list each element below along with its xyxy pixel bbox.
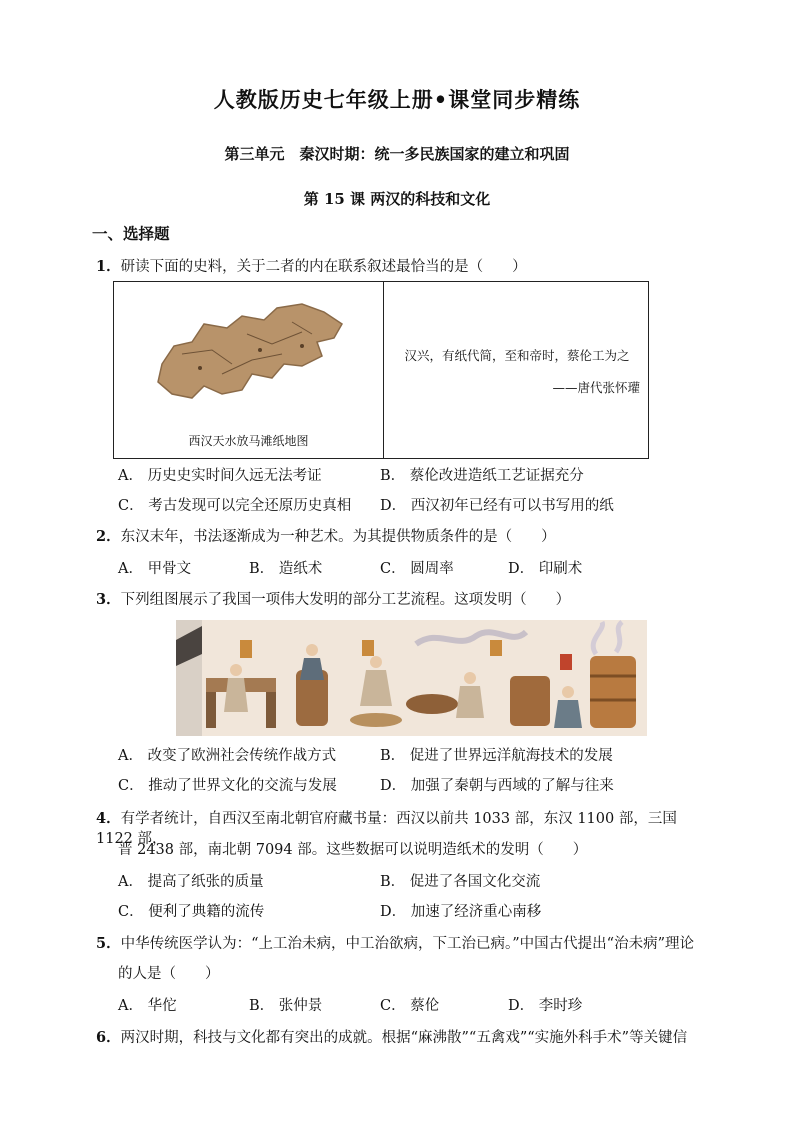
table-divider (383, 282, 384, 458)
quote-source: ——唐代张怀瓘 (552, 380, 640, 395)
question-number: 6． (96, 1029, 121, 1046)
question-1 (96, 257, 716, 277)
option-2d[interactable]: D． 印刷术 (508, 561, 583, 577)
question-number: 3． (96, 591, 121, 608)
lesson-heading: 第 15 课 两汉的科技和文化 (303, 190, 491, 208)
page-title: 人教版历史七年级上册•课堂同步精练 (213, 87, 581, 112)
question-number: 2． (96, 528, 121, 545)
option-4c[interactable]: C． 便利了典籍的流传 (118, 904, 265, 920)
option-1b[interactable]: B． 蔡伦改进造纸工艺证据充分 (380, 468, 584, 484)
option-2a[interactable]: A． 甲骨文 (118, 561, 192, 577)
option-1a[interactable]: A． 历史史实时间久远无法考证 (118, 468, 322, 484)
question-2 (96, 527, 716, 547)
question-text: 两汉时期，科技与文化都有突出的成就。根据“麻沸散”“五禽戏”“实施外科手术”等关键信 (120, 1030, 688, 1046)
question-number: 5． (96, 935, 121, 952)
option-3d[interactable]: D． 加强了秦朝与西域的了解与往来 (380, 778, 614, 794)
option-5b[interactable]: B． 张仲景 (249, 998, 323, 1014)
question-5 (96, 934, 716, 954)
historical-quote: 汉兴，有纸代简，至和帝时，蔡伦工为之 (404, 348, 630, 363)
option-2c[interactable]: C． 圆周率 (380, 561, 454, 577)
option-4a[interactable]: A． 提高了纸张的质量 (118, 874, 264, 890)
option-4b[interactable]: B． 促进了各国文化交流 (380, 874, 541, 890)
section-heading: 一、选择题 (92, 224, 170, 243)
option-5a[interactable]: A． 华佗 (118, 998, 177, 1014)
question-text: 中华传统医学认为：“上工治未病，中工治欲病，下工治已病。”中国古代提出“治未病”理论 (120, 936, 694, 952)
question-number: 4． (96, 810, 121, 827)
option-5c[interactable]: C． 蔡伦 (380, 998, 440, 1014)
option-1c[interactable]: C． 考古发现可以完全还原历史真相 (118, 498, 352, 514)
option-5d[interactable]: D． 李时珍 (508, 998, 583, 1014)
question-text: 下列组图展示了我国一项伟大发明的部分工艺流程。这项发明（ ） (120, 592, 571, 608)
question-number: 1． (96, 258, 121, 275)
unit-heading: 第三单元 秦汉时期：统一多民族国家的建立和巩固 (224, 145, 570, 163)
map-caption: 西汉天水放马滩纸地图 (188, 434, 309, 448)
question-3 (96, 590, 716, 610)
option-3c[interactable]: C． 推动了世界文化的交流与发展 (118, 778, 337, 794)
question-5-line2: 的人是（ ） (118, 966, 220, 982)
paper-map-image (152, 294, 352, 412)
papermaking-process-image (176, 620, 647, 736)
question-text: 研读下面的史料，关于二者的内在联系叙述最恰当的是（ ） (120, 259, 527, 275)
option-2b[interactable]: B． 造纸术 (249, 561, 323, 577)
question-text: 东汉末年，书法逐渐成为一种艺术。为其提供物质条件的是（ ） (120, 529, 556, 545)
option-3b[interactable]: B． 促进了世界远洋航海技术的发展 (380, 748, 613, 764)
question-4-line2: 晋 2438 部，南北朝 7094 部。这些数据可以说明造纸术的发明（ ） (118, 842, 588, 858)
option-4d[interactable]: D． 加速了经济重心南移 (380, 904, 542, 920)
option-1d[interactable]: D． 西汉初年已经有可以书写用的纸 (380, 498, 614, 514)
option-3a[interactable]: A． 改变了欧洲社会传统作战方式 (118, 748, 337, 764)
question-6 (96, 1028, 716, 1048)
source-material-table (113, 281, 649, 459)
question-text: 有学者统计，自西汉至南北朝官府藏书量：西汉以前共 1033 部，东汉 1100 部，三国 1122 部， (96, 811, 677, 847)
